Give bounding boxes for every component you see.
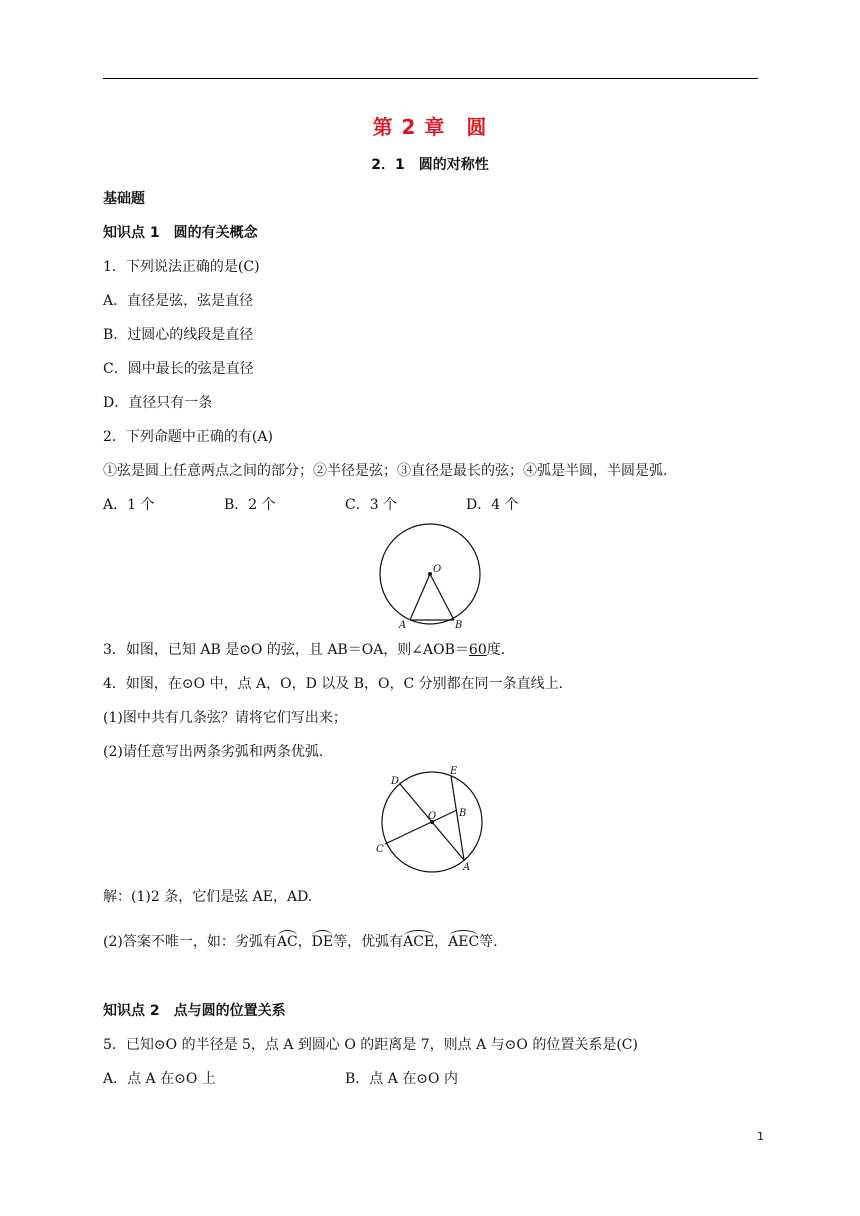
knowledge-point-2: 知识点 2 点与圆的位置关系: [103, 1003, 286, 1019]
arc-ac: AC: [276, 934, 298, 950]
point-label-a: A: [399, 620, 407, 630]
point-label-b: B: [459, 808, 467, 819]
question-2-option-d: D．4 个: [466, 497, 519, 513]
question-4-part-2: (2)请任意写出两条劣弧和两条优弧.: [103, 744, 324, 760]
figure-circle-chords: [368, 766, 492, 876]
question-3-text: 3．如图，已知 AB 是⊙O 的弦，且 AB＝OA，则∠AOB＝: [103, 642, 469, 658]
question-2-option-b: B．2 个: [224, 497, 276, 513]
arc-aec: AEC: [448, 934, 480, 950]
solution-sep-1: ，: [297, 934, 312, 950]
page-number: 1: [757, 1130, 764, 1143]
question-2-stem: 2．下列命题中正确的有(A): [103, 429, 273, 445]
solution-part-2-end: 等.: [479, 934, 498, 950]
question-5-stem: 5．已知⊙O 的半径是 5，点 A 到圆心 O 的距离是 7，则点 A 与⊙O 的位置关系是(C): [103, 1037, 638, 1053]
point-label-b: B: [455, 620, 463, 630]
question-3-unit: 度.: [486, 642, 506, 658]
point-label-o: O: [428, 811, 437, 822]
section-heading-basic: 基础题: [103, 191, 145, 207]
question-1-option-c: C．圆中最长的弦是直径: [103, 361, 254, 377]
question-5-option-a: A．点 A 在⊙O 上: [103, 1071, 216, 1087]
section-subtitle: 2．1 圆的对称性: [371, 157, 489, 173]
question-2-option-c: C．3 个: [345, 497, 398, 513]
question-2-option-a: A．1 个: [103, 497, 155, 513]
question-3-answer: 60: [468, 642, 487, 658]
knowledge-point-1: 知识点 1 圆的有关概念: [103, 225, 258, 241]
question-1-option-b: B．过圆心的线段是直径: [103, 327, 254, 343]
arc-de: DE: [311, 934, 334, 950]
question-4-stem: 4．如图，在⊙O 中，点 A，O，D 以及 B，O，C 分别都在同一条直线上.: [103, 676, 564, 692]
figure-circle-triangle: [370, 522, 494, 630]
point-label-a: A: [463, 862, 471, 873]
header-rule: [103, 78, 758, 79]
point-label-e: E: [450, 766, 458, 777]
arc-ace: ACE: [403, 934, 435, 950]
solution-sep-2: ，: [434, 934, 449, 950]
point-label-o: O: [433, 564, 442, 575]
point-label-c: C: [376, 844, 384, 855]
solution-part-2-lead: (2)答案不唯一，如：劣弧有: [103, 934, 277, 950]
question-5-option-b: B．点 A 在⊙O 内: [345, 1071, 458, 1087]
question-1-option-a: A．直径是弦，弦是直径: [103, 293, 254, 309]
question-2-statement: ①弦是圆上任意两点之间的部分；②半径是弦；③直径是最长的弦；④弧是半圆，半圆是弧.: [103, 463, 668, 479]
question-1-stem: 1．下列说法正确的是(C): [103, 259, 260, 275]
solution-part-1: 解：(1)2 条，它们是弦 AE，AD.: [103, 889, 313, 905]
question-4-part-1: (1)图中共有几条弦？请将它们写出来；: [103, 710, 347, 726]
solution-part-2: [103, 933, 498, 951]
point-label-d: D: [391, 776, 400, 787]
question-3: [103, 641, 505, 659]
solution-part-2-mid: 等，优弧有: [333, 934, 404, 950]
question-1-option-d: D．直径只有一条: [103, 395, 213, 411]
chapter-title: 第 2 章 圆: [372, 115, 488, 139]
